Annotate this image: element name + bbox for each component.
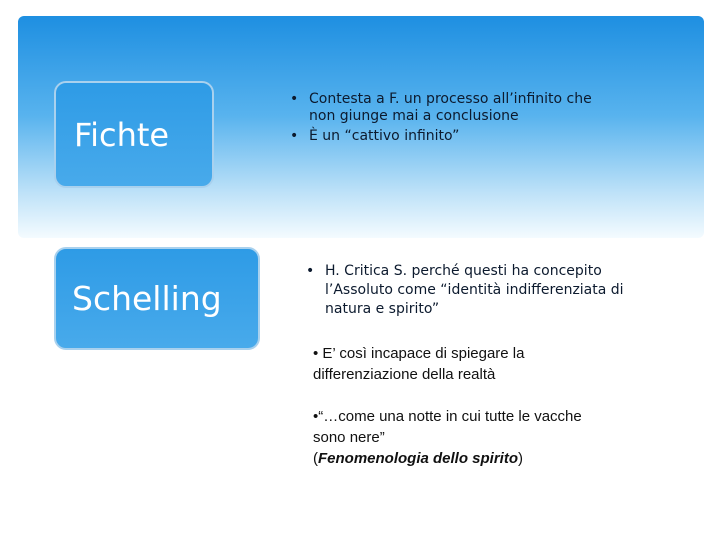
quote-source-close: )	[518, 450, 524, 467]
hegel-quote	[313, 406, 613, 469]
schelling-bullet-list	[306, 262, 646, 319]
quote-source-open: (	[313, 450, 318, 467]
differentiation-note: • E’ così incapace di spiegare la differenziazione della realtà	[313, 345, 525, 383]
quote-text: •“…come una notte in cui tutte le vacche sono nere”	[313, 408, 582, 446]
quote-source: Fenomenologia dello spirito	[318, 450, 519, 467]
fichte-label: Fichte	[74, 115, 170, 154]
fichte-box	[54, 81, 214, 188]
fichte-bullet-2: • È un “cattivo infinito”	[290, 128, 620, 145]
fichte-bullet-1: • Contesta a F. un processo all’infinito che non giunge mai a conclusione	[290, 91, 620, 125]
schelling-bullet-1: • H. Critica S. perché questi ha concepito l’Assoluto come “identità indifferenziata di natura e spirito”	[306, 262, 646, 319]
schelling-box	[54, 247, 260, 350]
schelling-label: Schelling	[72, 279, 222, 318]
fichte-bullet-list	[290, 91, 620, 148]
